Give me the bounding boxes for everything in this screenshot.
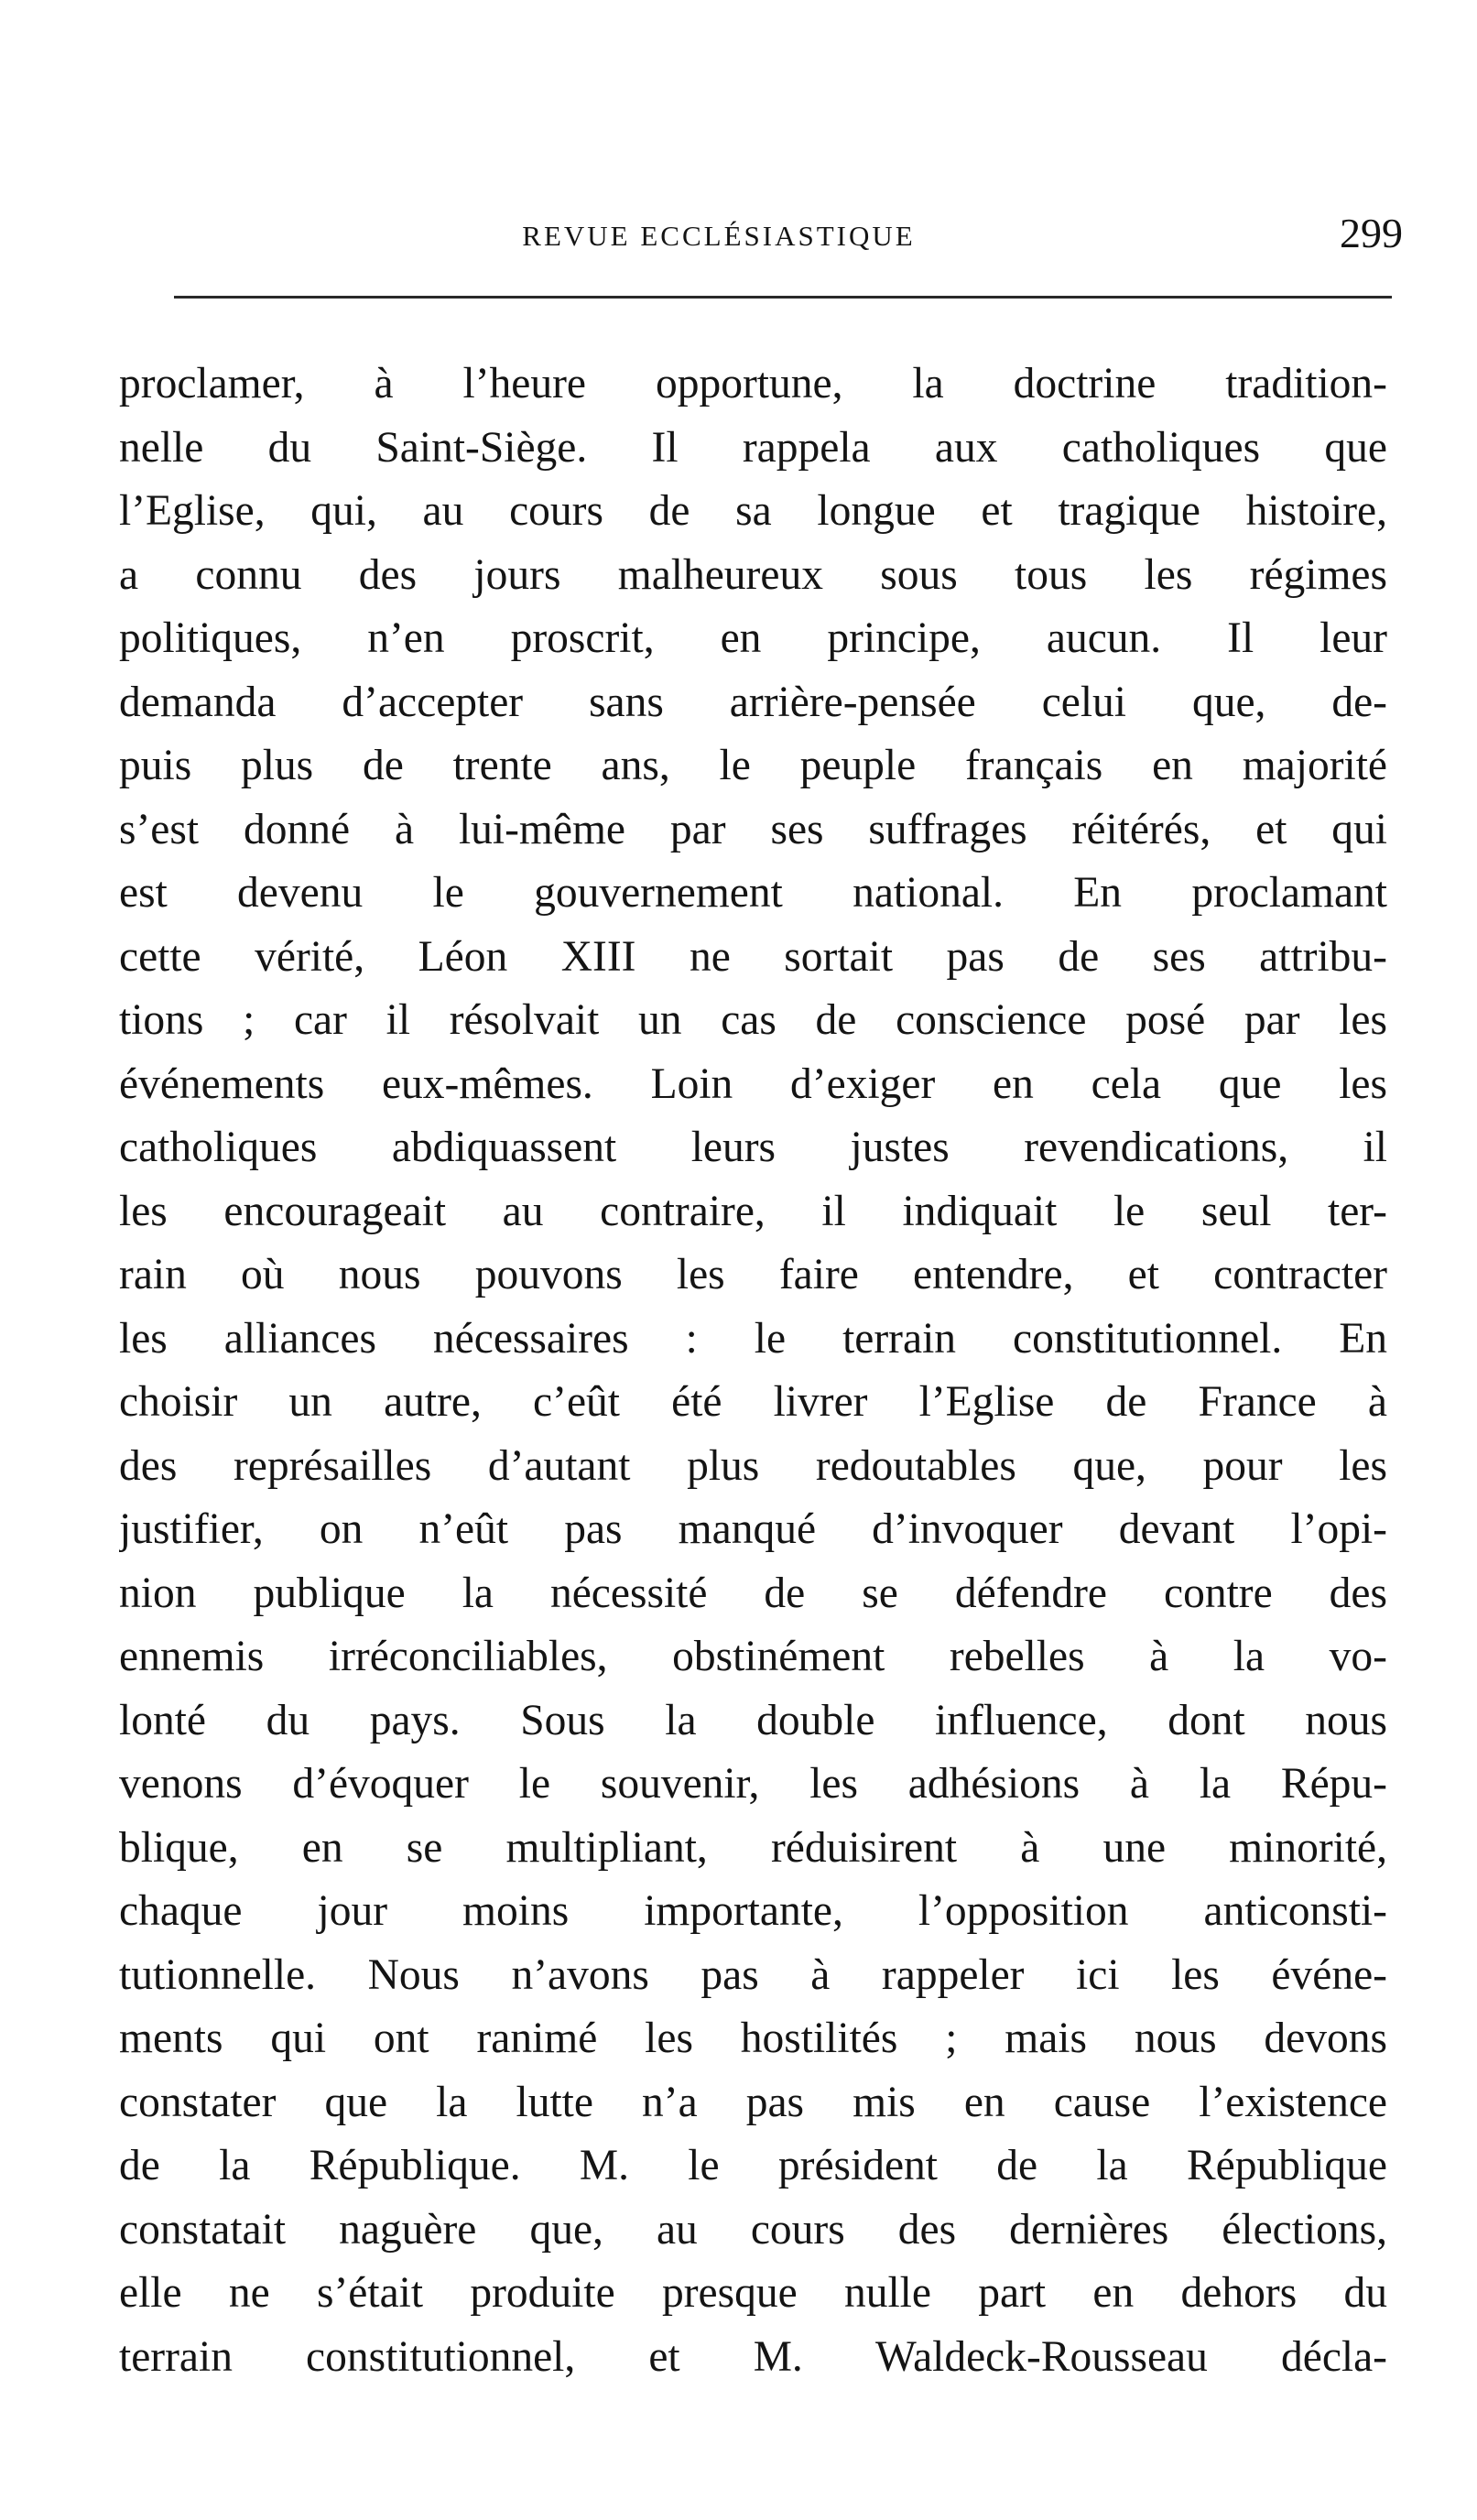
text-line: nelle du Saint-Siège. Il rappela aux catholiques que <box>119 423 1387 472</box>
text-line: les alliances nécessaires : le terrain constitutionnel. En <box>119 1314 1387 1363</box>
body-paragraph <box>119 353 1387 2389</box>
text-line: tions ; car il résolvait un cas de conscience posé par les <box>119 996 1387 1044</box>
text-line: demanda d’accepter sans arrière-pensée celui que, de- <box>119 678 1387 726</box>
text-line: s’est donné à lui-même par ses suffrages réitérés, et qui <box>119 805 1387 853</box>
text-line: l’Eglise, qui, au cours de sa longue et tragique histoire, <box>119 487 1387 535</box>
text-line: constater que la lutte n’a pas mis en cause l’existence <box>119 2078 1387 2126</box>
text-line: terrain constitutionnel, et M. Waldeck-Rousseau décla- <box>119 2332 1387 2381</box>
running-title: REVUE ECCLÉSIASTIQUE <box>522 220 916 252</box>
text-line: ments qui ont ranimé les hostilités ; mais nous devons <box>119 2015 1387 2062</box>
text-line: blique, en se multipliant, réduisirent à une minorité, <box>119 1823 1387 1872</box>
text-line: ennemis irréconciliables, obstinément rebelles à la vo- <box>119 1633 1387 1680</box>
text-line: justifier, on n’eût pas manqué d’invoquer devant l’opi- <box>119 1505 1387 1553</box>
page-number: 299 <box>1340 210 1403 256</box>
text-line: puis plus de trente ans, le peuple français en majorité <box>119 742 1387 789</box>
text-line: les encourageait au contraire, il indiquait le seul ter- <box>119 1187 1387 1235</box>
text-line: proclamer, à l’heure opportune, la doctrine tradition- <box>119 360 1387 407</box>
text-line: choisir un autre, c’eût été livrer l’Eglise de France à <box>119 1378 1387 1426</box>
text-line: politiques, n’en proscrit, en principe, aucun. Il leur <box>119 614 1387 662</box>
header-rule <box>174 296 1392 299</box>
text-line: catholiques abdiquassent leurs justes revendications, il <box>119 1124 1387 1171</box>
text-line: a connu des jours malheureux sous tous les régimes <box>119 550 1387 599</box>
text-line: rain où nous pouvons les faire entendre, et contracter <box>119 1251 1387 1298</box>
text-line: lonté du pays. Sous la double influence, dont nous <box>119 1696 1387 1744</box>
running-header <box>110 209 1403 264</box>
text-line: des représailles d’autant plus redoutables que, pour les <box>119 1441 1387 1490</box>
text-line: chaque jour moins importante, l’opposition anticonsti- <box>119 1887 1387 1935</box>
text-line: est devenu le gouvernement national. En proclamant <box>119 869 1387 917</box>
text-line: venons d’évoquer le souvenir, les adhésions à la Répu- <box>119 1760 1387 1808</box>
text-line: nion publique la nécessité de se défendre contre des <box>119 1569 1387 1617</box>
text-line: elle ne s’était produite presque nulle part en dehors du <box>119 2269 1387 2317</box>
text-line: de la République. M. le président de la République <box>119 2142 1387 2189</box>
text-line: constatait naguère que, au cours des dernières élections, <box>119 2205 1387 2254</box>
text-line: tutionnelle. Nous n’avons pas à rappeler ici les événe- <box>119 1950 1387 1999</box>
text-line: cette vérité, Léon XIII ne sortait pas de ses attribu- <box>119 932 1387 981</box>
text-line: événements eux-mêmes. Loin d’exiger en cela que les <box>119 1059 1387 1108</box>
